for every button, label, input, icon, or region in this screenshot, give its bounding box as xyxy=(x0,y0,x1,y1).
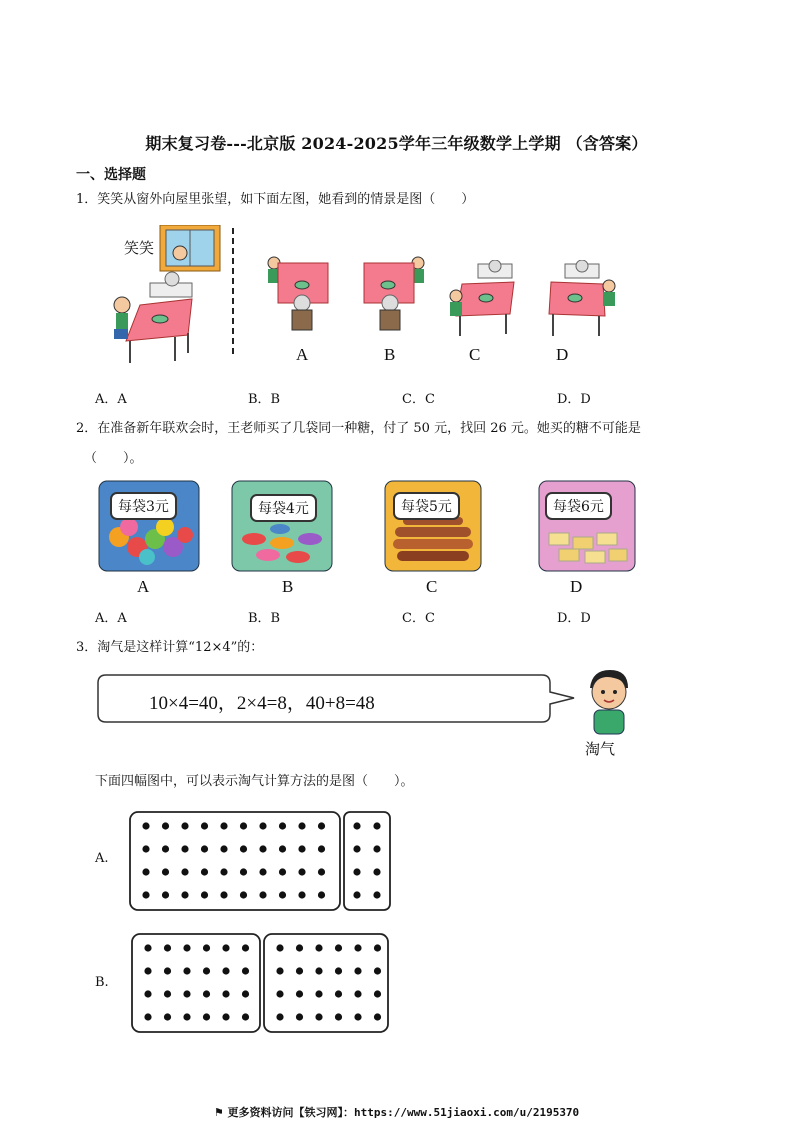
dot xyxy=(144,967,151,974)
q1-divider xyxy=(232,228,234,354)
dot xyxy=(315,967,322,974)
q3-option-b-label[interactable]: B. xyxy=(95,975,109,990)
q1-figure-label-b: B xyxy=(384,345,396,364)
dot xyxy=(373,891,380,898)
taoqi-avatar xyxy=(578,666,638,736)
q2-option-a[interactable]: A．A xyxy=(95,611,127,626)
dot xyxy=(164,944,171,951)
q1-figure-label-a: A xyxy=(296,345,309,364)
flag-icon: ⚑ xyxy=(213,1106,228,1119)
dot xyxy=(354,967,361,974)
dot xyxy=(318,845,325,852)
dot xyxy=(220,868,227,875)
footer-text: 更多资料访问【铁习网】：https://www.51jiaoxi.com/u/2195370 xyxy=(227,1106,580,1119)
dot xyxy=(335,944,342,951)
q3-text: 3．淘气是这样计算“12×4”的： xyxy=(76,640,264,655)
q1-figure-d xyxy=(545,260,620,340)
dot xyxy=(296,990,303,997)
dot xyxy=(373,868,380,875)
footer-link[interactable] xyxy=(0,1104,793,1120)
dot xyxy=(279,845,286,852)
q1-figure-a xyxy=(262,255,332,335)
q1-option-d[interactable]: D．D xyxy=(557,392,591,407)
dot xyxy=(142,822,149,829)
dot xyxy=(296,944,303,951)
dot xyxy=(242,990,249,997)
dot xyxy=(298,891,305,898)
q2-text-line2: （ ）。 xyxy=(84,451,143,466)
bag-price-a: 每袋3元 xyxy=(110,492,177,520)
dot xyxy=(279,822,286,829)
dot xyxy=(183,967,190,974)
dot xyxy=(242,967,249,974)
dot xyxy=(354,944,361,951)
dot xyxy=(144,990,151,997)
dot xyxy=(259,822,266,829)
dot xyxy=(298,868,305,875)
dot xyxy=(162,868,169,875)
dot xyxy=(240,891,247,898)
dot xyxy=(142,891,149,898)
dot xyxy=(335,1013,342,1020)
q1-figure-c xyxy=(448,260,518,340)
candy-bag-b xyxy=(230,477,335,577)
q2-option-d[interactable]: D．D xyxy=(557,611,591,626)
dot xyxy=(183,944,190,951)
dot xyxy=(164,1013,171,1020)
q1-figure-label-c: C xyxy=(469,345,481,364)
dot xyxy=(183,990,190,997)
dot xyxy=(181,822,188,829)
dot xyxy=(353,868,360,875)
dot xyxy=(259,891,266,898)
section-heading: 一、选择题 xyxy=(76,167,146,183)
dot xyxy=(144,944,151,951)
bag-letter-d: D xyxy=(570,577,583,596)
q1-text: 1．笑笑从窗外向屋里张望，如下面左图，她看到的情景是图（ ） xyxy=(76,192,475,207)
q2-option-b[interactable]: B．B xyxy=(248,611,281,626)
dot xyxy=(181,891,188,898)
dot xyxy=(240,822,247,829)
dot xyxy=(315,944,322,951)
bag-letter-a: A xyxy=(137,577,150,596)
dot xyxy=(183,1013,190,1020)
dot xyxy=(240,845,247,852)
q1-option-b[interactable]: B．B xyxy=(248,392,281,407)
dot xyxy=(164,990,171,997)
dot xyxy=(354,990,361,997)
dot xyxy=(222,990,229,997)
dot xyxy=(203,990,210,997)
q3-bubble-formula: 10×4=40，2×4=8，40+8=48 xyxy=(149,693,375,714)
dot xyxy=(374,1013,381,1020)
dot xyxy=(354,1013,361,1020)
dot xyxy=(242,944,249,951)
dot xyxy=(142,868,149,875)
dot xyxy=(144,1013,151,1020)
bag-price-d: 每袋6元 xyxy=(545,492,612,520)
dot xyxy=(353,845,360,852)
dot xyxy=(203,967,210,974)
dot xyxy=(259,868,266,875)
q2-text-line1: 2．在准备新年联欢会时，王老师买了几袋同一种糖，付了 50 元，找回 26 元。她买的糖不可能是 xyxy=(76,421,641,436)
dot xyxy=(374,967,381,974)
q3-figure-a[interactable] xyxy=(128,810,423,914)
dot xyxy=(353,891,360,898)
taoqi-name: 淘气 xyxy=(585,740,616,758)
dot xyxy=(240,868,247,875)
dot xyxy=(276,967,283,974)
q2-option-c[interactable]: C．C xyxy=(402,611,435,626)
dot xyxy=(335,990,342,997)
dot xyxy=(298,822,305,829)
dot xyxy=(374,944,381,951)
dot xyxy=(242,1013,249,1020)
dot xyxy=(276,990,283,997)
dot xyxy=(315,1013,322,1020)
dot xyxy=(318,822,325,829)
dot xyxy=(201,868,208,875)
dot xyxy=(315,990,322,997)
dot xyxy=(259,845,266,852)
dot xyxy=(162,822,169,829)
dot xyxy=(279,868,286,875)
bag-price-b: 每袋4元 xyxy=(250,494,317,522)
q1-figure-b xyxy=(360,255,430,335)
dot xyxy=(203,944,210,951)
dot xyxy=(296,1013,303,1020)
dot xyxy=(203,1013,210,1020)
bag-letter-c: C xyxy=(426,577,438,596)
dot xyxy=(181,845,188,852)
q3-question: 下面四幅图中，可以表示淘气计算方法的是图（ ）。 xyxy=(95,774,414,789)
dot xyxy=(222,967,229,974)
dot xyxy=(201,891,208,898)
dot xyxy=(296,967,303,974)
bag-letter-b: B xyxy=(282,577,294,596)
dot xyxy=(162,891,169,898)
dot xyxy=(142,845,149,852)
dot xyxy=(373,845,380,852)
dot xyxy=(298,845,305,852)
dot xyxy=(222,944,229,951)
dot xyxy=(318,868,325,875)
dot xyxy=(220,891,227,898)
dot xyxy=(335,967,342,974)
dot xyxy=(201,845,208,852)
q1-figure-label-d: D xyxy=(556,345,569,364)
q3-figure-b[interactable] xyxy=(130,932,392,1036)
dot xyxy=(318,891,325,898)
dot xyxy=(220,845,227,852)
dot xyxy=(181,868,188,875)
dot xyxy=(279,891,286,898)
dot xyxy=(220,822,227,829)
dot xyxy=(164,967,171,974)
q1-option-c[interactable]: C．C xyxy=(402,392,435,407)
page-title: 期末复习卷---北京版 2024-2025学年三年级数学上学期 （含答案） xyxy=(145,134,648,153)
dot xyxy=(353,822,360,829)
q1-scene-picture xyxy=(100,225,240,365)
dot xyxy=(162,845,169,852)
dot xyxy=(276,1013,283,1020)
dot xyxy=(201,822,208,829)
dot xyxy=(222,1013,229,1020)
q3-option-a-label[interactable]: A. xyxy=(95,851,109,866)
dot xyxy=(374,990,381,997)
dot xyxy=(373,822,380,829)
q1-option-a[interactable]: A．A xyxy=(95,392,127,407)
q1-sign-xiaoxiao: 笑笑 xyxy=(124,239,155,257)
dot xyxy=(276,944,283,951)
bag-price-c: 每袋5元 xyxy=(393,492,460,520)
